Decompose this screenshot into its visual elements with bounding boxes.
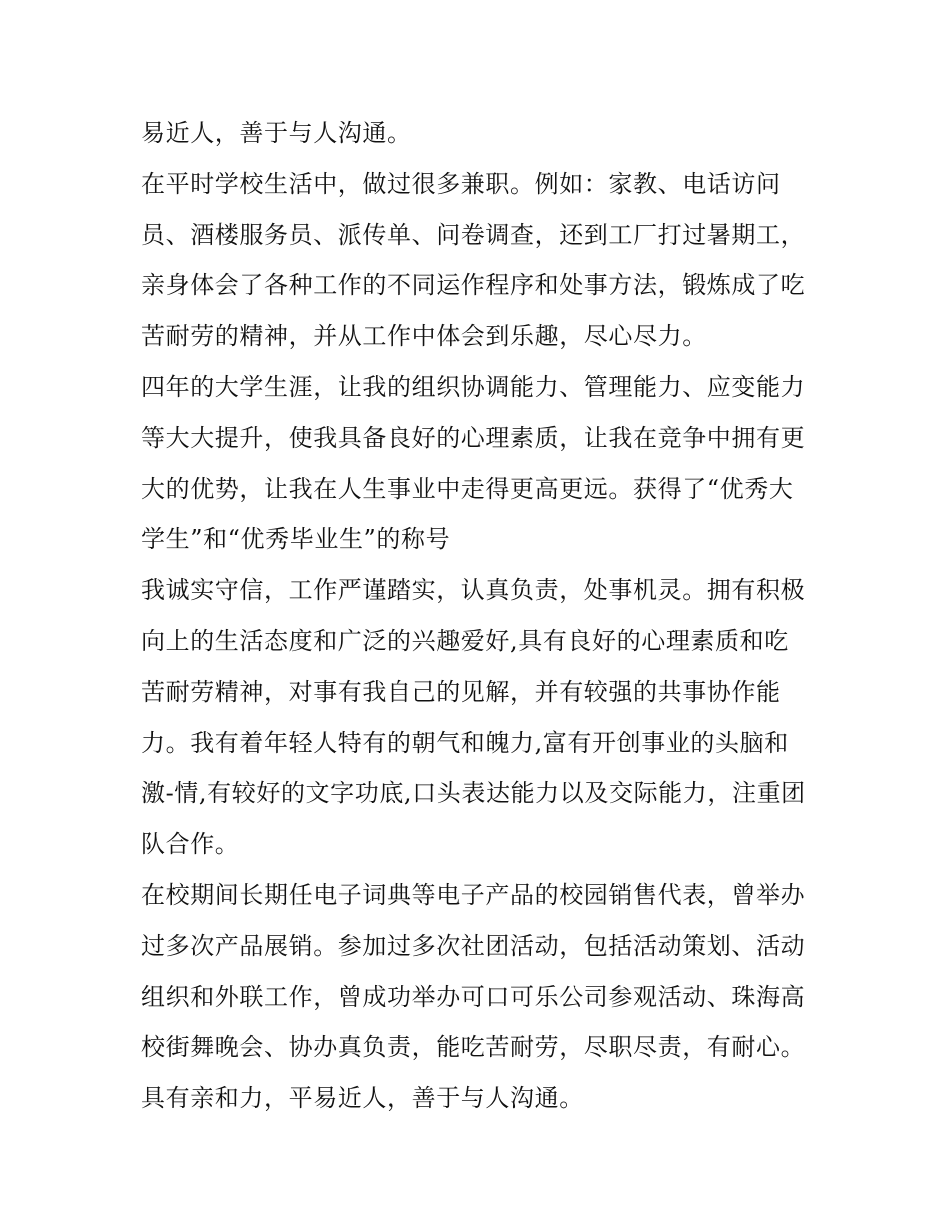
text-line: 力。我有着年轻人特有的朝气和魄力,富有开创事业的头脑和 [141, 728, 789, 757]
text-line: 队合作。 [141, 830, 240, 859]
text-line: 员、酒楼服务员、派传单、问卷调查，还到工厂打过暑期工， [141, 220, 806, 249]
text-line: 苦耐劳精神，对事有我自己的见解，并有较强的共事协作能 [141, 677, 781, 706]
text-line: 在平时学校生活中，做过很多兼职。例如：家教、电话访问 [141, 169, 781, 198]
text-line: 苦耐劳的精神，并从工作中体会到乐趣，尽心尽力。 [141, 322, 707, 351]
text-line: 向上的生活态度和广泛的兴趣爱好,具有良好的心理素质和吃 [141, 626, 789, 655]
text-line: 过多次产品展销。参加过多次社团活动，包括活动策划、活动 [141, 931, 806, 960]
text-line: 在校期间长期任电子词典等电子产品的校园销售代表，曾举办 [141, 880, 806, 909]
text-line: 四年的大学生涯，让我的组织协调能力、管理能力、应变能力 [141, 372, 806, 401]
text-line: 易近人，善于与人沟通。 [141, 119, 412, 147]
text-line: 激-情,有较好的文字功底,口头表达能力以及交际能力，注重团 [141, 779, 806, 808]
body-text [141, 108, 821, 1124]
text-line: 学生”和“优秀毕业生”的称号 [141, 525, 451, 554]
text-line: 我诚实守信，工作严谨踏实，认真负责，处事机灵。拥有积极 [141, 576, 806, 605]
text-line: 亲身体会了各种工作的不同运作程序和处事方法，锻炼成了吃 [141, 271, 806, 300]
text-line: 等大大提升，使我具备良好的心理素质，让我在竞争中拥有更 [141, 423, 806, 452]
text-line: 具有亲和力，平易近人，善于与人沟通。 [141, 1084, 584, 1113]
text-line: 组织和外联工作，曾成功举办可口可乐公司参观活动、珠海高 [141, 982, 806, 1011]
text-line: 校街舞晚会、协办真负责，能吃苦耐劳，尽职尽责，有耐心。 [141, 1033, 806, 1062]
text-line: 大的优势，让我在人生事业中走得更高更远。获得了“优秀大 [141, 474, 794, 503]
